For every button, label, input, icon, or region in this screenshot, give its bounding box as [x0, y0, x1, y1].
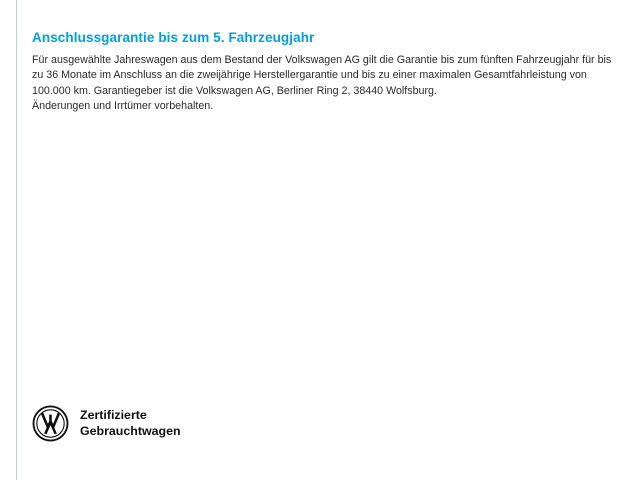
- body-text: [32, 53, 617, 114]
- page-title: Anschlussgarantie bis zum 5. Fahrzeugjahr: [32, 30, 315, 45]
- footer-line-2: Gebrauchtwagen: [80, 423, 181, 438]
- paragraph-main: Für ausgewählte Jahreswagen aus dem Bestand der Volkswagen AG gilt die Garantie bis zum fünften Fahrzeugjahr für bis zu 36 Monate im Anschluss an die zweijährige Herstellergarantie und bis zu einer maximalen Gesamtfahrleistung von 100.000 km. Garantiegeber ist die Volkswagen AG, Berliner Ring 2, 38440 Wolfsburg.: [32, 54, 612, 97]
- paragraph-disclaimer: Änderungen und Irrtümer vorbehalten.: [32, 99, 214, 112]
- footer-line-1: Zertifizierte: [80, 408, 147, 422]
- volkswagen-logo-icon: [32, 405, 69, 442]
- footer: [32, 405, 181, 442]
- left-vertical-divider: [16, 0, 17, 480]
- slide-content: [32, 30, 622, 114]
- footer-brand-text: [80, 408, 181, 439]
